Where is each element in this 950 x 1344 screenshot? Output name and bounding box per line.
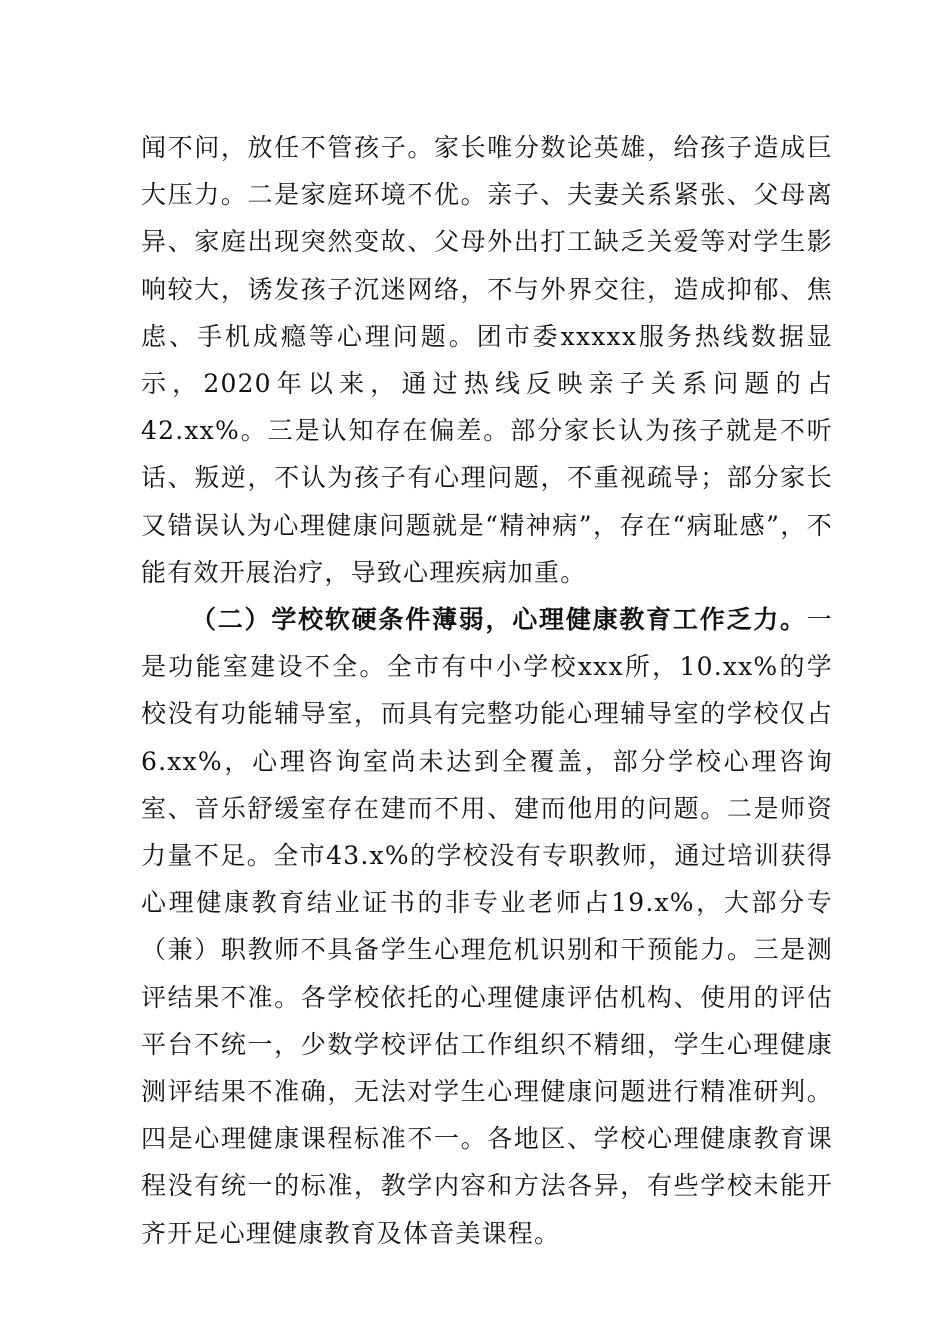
section-heading-school: （二）学校软硬条件薄弱，心理健康教育工作乏力。 <box>191 605 807 635</box>
paragraph-family-issues: 闻不问，放任不管孩子。家长唯分数论英雄，给孩子造成巨大压力。二是家庭环境不优。亲子、夫妻关系紧张、父母离异、家庭出现突然变故、父母外出打工缺乏关爱等对学生影响较大，诱发孩子沉迷网络，不与外界交往，造成抑郁、焦虑、手机成瘾等心理问题。团市委xxxxx服务热线数据显示，2020年以来，通过热线反映亲子关系问题的占42.xx%。三是认知存在偏差。部分家长认为孩子就是不听话、叛逆，不认为孩子有心理问题，不重视疏导；部分家长又错误认为心理健康问题就是“精神病”，存在“病耻感”，不能有效开展治疗，导致心理疾病加重。 <box>141 133 833 587</box>
section-body-school: 一是功能室建设不全。全市有中小学校xxx所，10.xx%的学校没有功能辅导室，而具有完整功能心理辅导室的学校仅占6.xx%，心理咨询室尚未达到全覆盖，部分学校心理咨询室、音乐舒缓室存在建而不用、建而他用的问题。二是师资力量不足。全市43.x%的学校没有专职教师，通过培训获得心理健康教育结业证书的非专业老师占19.x%，大部分专（兼）职教师不具备学生心理危机识别和干预能力。三是测评结果不准。各学校依托的心理健康评估机构、使用的评估平台不统一，少数学校评估工作组织不精细，学生心理健康测评结果不准确，无法对学生心理健康问题进行精准研判。四是心理健康课程标准不一。各地区、学校心理健康教育课程没有统一的标准，教学内容和方法各异，有些学校未能开齐开足心理健康教育及体音美课程。 <box>141 605 833 1248</box>
paragraph-school-conditions <box>141 596 833 1257</box>
document-body <box>141 124 833 1257</box>
